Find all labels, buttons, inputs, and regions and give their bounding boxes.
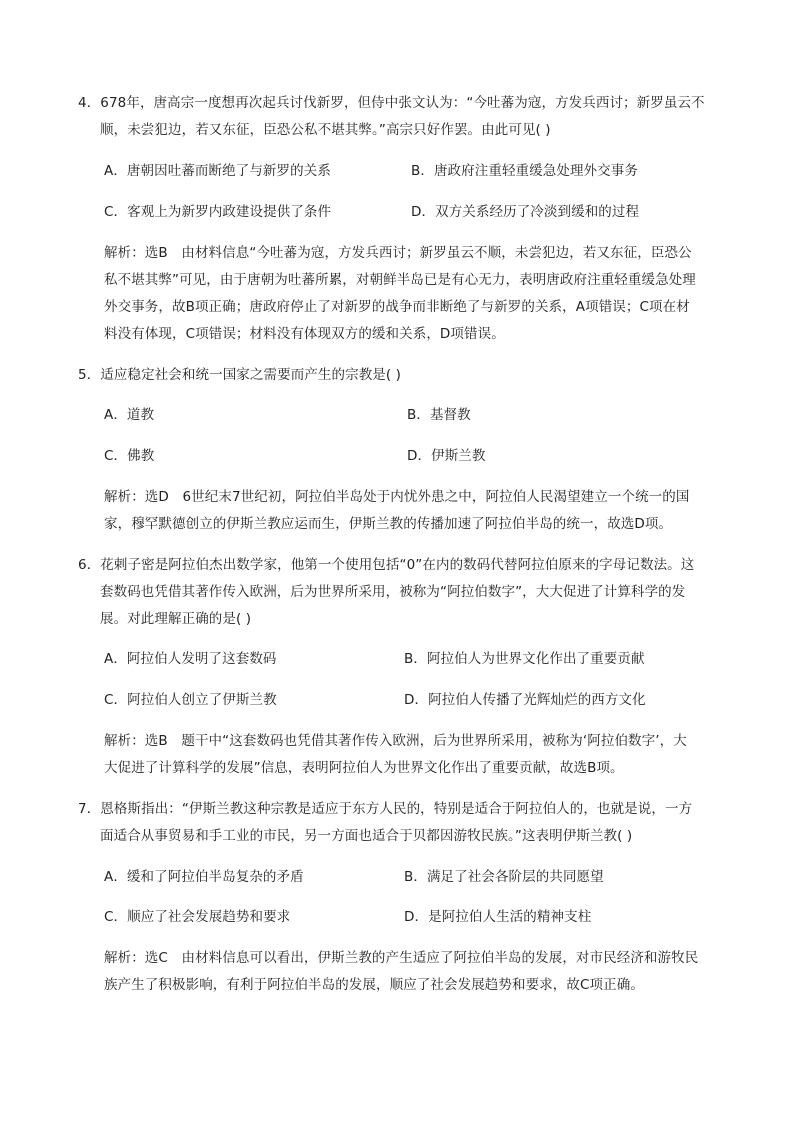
question-4-option-b: B．唐政府注重轻重缓急处理外交事务 — [411, 163, 638, 179]
question-7-option-a: A．缓和了阿拉伯半岛复杂的矛盾 — [104, 869, 304, 885]
question-4-option-d: D．双方关系经历了冷淡到缓和的过程 — [411, 204, 640, 220]
question-6-option-c: C．阿拉伯人创立了伊斯兰教 — [104, 692, 277, 708]
question-6-option-d: D．阿拉伯人传播了光辉灿烂的西方文化 — [404, 692, 646, 708]
question-4-analysis-line-3: 外交事务，故B项正确；唐政府停止了对新罗的战争而非断绝了与新罗的关系，A项错误；C项在材 — [104, 299, 690, 315]
question-6-stem-line-1: 6．花剌子密是阿拉伯杰出数学家，他第一个使用包括“0”在内的数码代替阿拉伯原来的字母记数法。这 — [78, 557, 695, 573]
question-7-stem-line-2: 面适合从事贸易和手工业的市民，另一方面也适合于贝都因游牧民族。”这表明伊斯兰教( ) — [100, 828, 633, 844]
question-6-analysis-line-1: 解析：选B 题干中“这套数码也凭借其著作传入欧洲，后为世界所采用，被称为‘阿拉伯数字’，大 — [104, 733, 687, 749]
question-7-analysis-line-1: 解析：选C 由材料信息可以看出，伊斯兰教的产生适应了阿拉伯半岛的发展，对市民经济和游牧民 — [104, 950, 699, 966]
question-7-option-b: B．满足了社会各阶层的共同愿望 — [404, 869, 604, 885]
question-6-stem-line-2: 套数码也凭借其著作传入欧洲，后为世界所采用，被称为“阿拉伯数字”，大大促进了计算科学的发 — [100, 584, 686, 600]
question-5-option-d: D．伊斯兰教 — [407, 448, 486, 464]
question-7-option-c: C．顺应了社会发展趋势和要求 — [104, 909, 291, 925]
question-5-option-b: B．基督教 — [407, 407, 471, 423]
question-6-analysis-line-2: 大促进了计算科学的发展”信息，表明阿拉伯人为世界文化作出了重要贡献，故选B项。 — [104, 760, 624, 776]
question-7-option-d: D．是阿拉伯人生活的精神支柱 — [404, 909, 592, 925]
question-4-option-c: C．客观上为新罗内政建设提供了条件 — [104, 204, 332, 220]
question-6-stem-line-3: 展。对此理解正确的是( ) — [100, 611, 252, 627]
question-7-analysis-line-2: 族产生了积极影响，有利于阿拉伯半岛的发展，顺应了社会发展趋势和要求，故C项正确。 — [104, 977, 644, 993]
question-5-option-a: A．道教 — [104, 407, 155, 423]
question-5-analysis-line-2: 家，穆罕默德创立的伊斯兰教应运而生，伊斯兰教的传播加速了阿拉伯半岛的统一，故选D项。 — [104, 516, 673, 532]
question-7-stem-line-1: 7．恩格斯指出：“伊斯兰教这种宗教是适应于东方人民的，特别是适合于阿拉伯人的，也就是说，一方 — [78, 801, 693, 817]
question-5-stem-line-1: 5．适应稳定社会和统一国家之需要而产生的宗教是( ) — [78, 367, 402, 383]
question-6-option-a: A．阿拉伯人发明了这套数码 — [104, 651, 277, 667]
question-6-option-b: B．阿拉伯人为世界文化作出了重要贡献 — [404, 651, 645, 667]
question-4-analysis-line-2: 私不堪其弊”可见，由于唐朝为吐蕃所累，对朝鲜半岛已是有心无力，表明唐政府注重轻重缓急处理 — [104, 272, 696, 288]
question-4-analysis-line-1: 解析：选B 由材料信息“今吐蕃为寇，方发兵西讨；新罗虽云不顺，未尝犯边，若又东征，臣恐公 — [104, 245, 692, 261]
question-4-option-a: A．唐朝因吐蕃而断绝了与新罗的关系 — [104, 163, 331, 179]
question-4-analysis-line-4: 料没有体现，C项错误；材料没有体现双方的缓和关系，D项错误。 — [104, 326, 505, 342]
question-4-stem-line-2: 顺，未尝犯边，若又东征，臣恐公私不堪其弊。”高宗只好作罢。由此可见( ) — [100, 122, 551, 138]
question-5-option-c: C．佛教 — [104, 448, 155, 464]
question-5-analysis-line-1: 解析：选D 6世纪末7世纪初，阿拉伯半岛处于内忧外患之中，阿拉伯人民渴望建立一个统一的国 — [104, 489, 690, 505]
question-4-stem-line-1: 4．678年，唐高宗一度想再次起兵讨伐新罗，但侍中张文认为：“今吐蕃为寇，方发兵西讨；新罗虽云不 — [78, 95, 705, 111]
